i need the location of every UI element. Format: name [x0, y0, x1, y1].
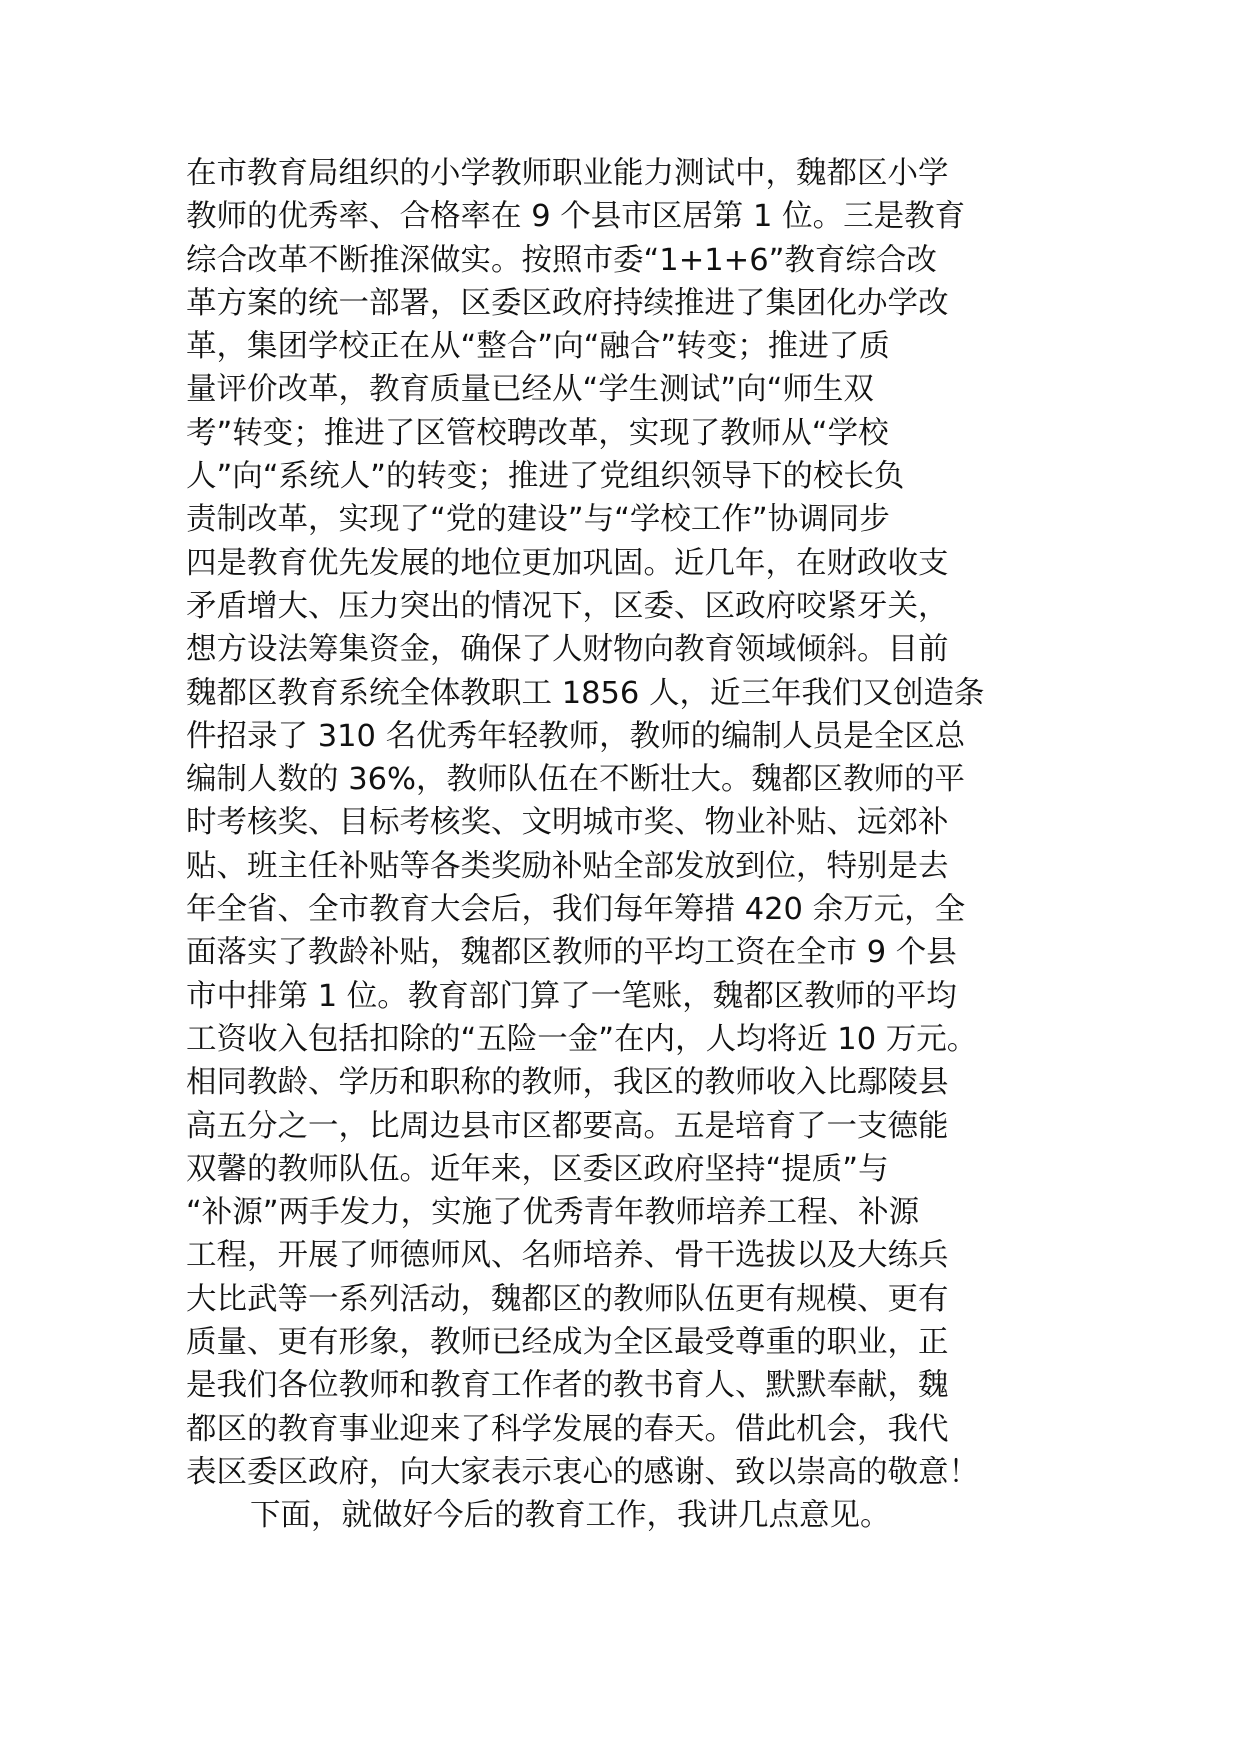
text-line: 编制人数的 36%，教师队伍在不断壮大。魏都区教师的平 [186, 762, 965, 798]
text-line: 都区的教育事业迎来了科学发展的春天。借此机会，我代 [186, 1411, 949, 1447]
text-line: 面落实了教龄补贴，魏都区教师的平均工资在全市 9 个县 [186, 935, 957, 971]
text-line: 时考核奖、目标考核奖、文明城市奖、物业补贴、远郊补 [186, 805, 949, 841]
text-line: 高五分之一，比周边县市区都要高。五是培育了一支德能 [186, 1108, 949, 1144]
text-line: 想方设法筹集资金，确保了人财物向教育领域倾斜。目前 [186, 632, 949, 668]
text-line: 工程，开展了师德师风、名师培养、骨干选拔以及大练兵 [186, 1238, 949, 1274]
text-line: 是我们各位教师和教育工作者的教书育人、默默奉献，魏 [186, 1368, 949, 1404]
text-line: 教师的优秀率、合格率在 9 个县市区居第 1 位。三是教育 [186, 199, 966, 235]
text-line: 魏都区教育系统全体教职工 1856 人，近三年我们又创造条 [186, 675, 985, 711]
text-line: 人”向“系统人”的转变；推进了党组织领导下的校长负 [186, 459, 905, 495]
text-line: 贴、班主任补贴等各类奖励补贴全部发放到位，特别是去 [186, 848, 949, 884]
text-line: 在市教育局组织的小学教师职业能力测试中，魏都区小学 [186, 156, 949, 191]
text-line: 量评价改革，教育质量已经从“学生测试”向“师生双 [186, 372, 874, 408]
text-line: 革，集团学校正在从“整合”向“融合”转变；推进了质 [186, 329, 890, 365]
text-line: 工资收入包括扣除的“五险一金”在内，人均将近 10 万元。 [186, 1021, 978, 1057]
text-line: 双馨的教师队伍。近年来，区委区政府坚持“提质”与 [186, 1151, 889, 1187]
paragraph-first-line: 下面，就做好今后的教育工作，我讲几点意见。 [250, 1498, 891, 1534]
text-line: 革方案的统一部署，区委区政府持续推进了集团化办学改 [186, 285, 949, 321]
text-line: 表区委区政府，向大家表示衷心的感谢、致以崇高的敬意！ [186, 1454, 979, 1490]
text-line: 年全省、全市教育大会后，我们每年筹措 420 余万元，全 [186, 892, 966, 928]
text-line: 四是教育优先发展的地位更加巩固。近几年，在财政收支 [186, 545, 949, 581]
text-line: 质量、更有形象，教师已经成为全区最受尊重的职业，正 [186, 1325, 949, 1361]
text-line: 大比武等一系列活动，魏都区的教师队伍更有规模、更有 [186, 1281, 949, 1317]
text-line: 考”转变；推进了区管校聘改革，实现了教师从“学校 [186, 415, 889, 451]
text-line: 综合改革不断推深做实。按照市委“1+1+6”教育综合改 [186, 242, 937, 278]
text-line: 市中排第 1 位。教育部门算了一笔账，魏都区教师的平均 [186, 978, 957, 1014]
text-line: 责制改革，实现了“党的建设”与“学校工作”协调同步 [186, 502, 890, 538]
text-line: 相同教龄、学历和职称的教师，我区的教师收入比鄢陵县 [186, 1065, 949, 1101]
text-line: 件招录了 310 名优秀年轻教师，教师的编制人员是全区总 [186, 718, 966, 754]
body-text [186, 152, 1066, 1538]
text-line: “补源”两手发力，实施了优秀青年教师培养工程、补源 [186, 1195, 920, 1231]
text-line: 矛盾增大、压力突出的情况下，区委、区政府咬紧牙关， [186, 588, 949, 624]
